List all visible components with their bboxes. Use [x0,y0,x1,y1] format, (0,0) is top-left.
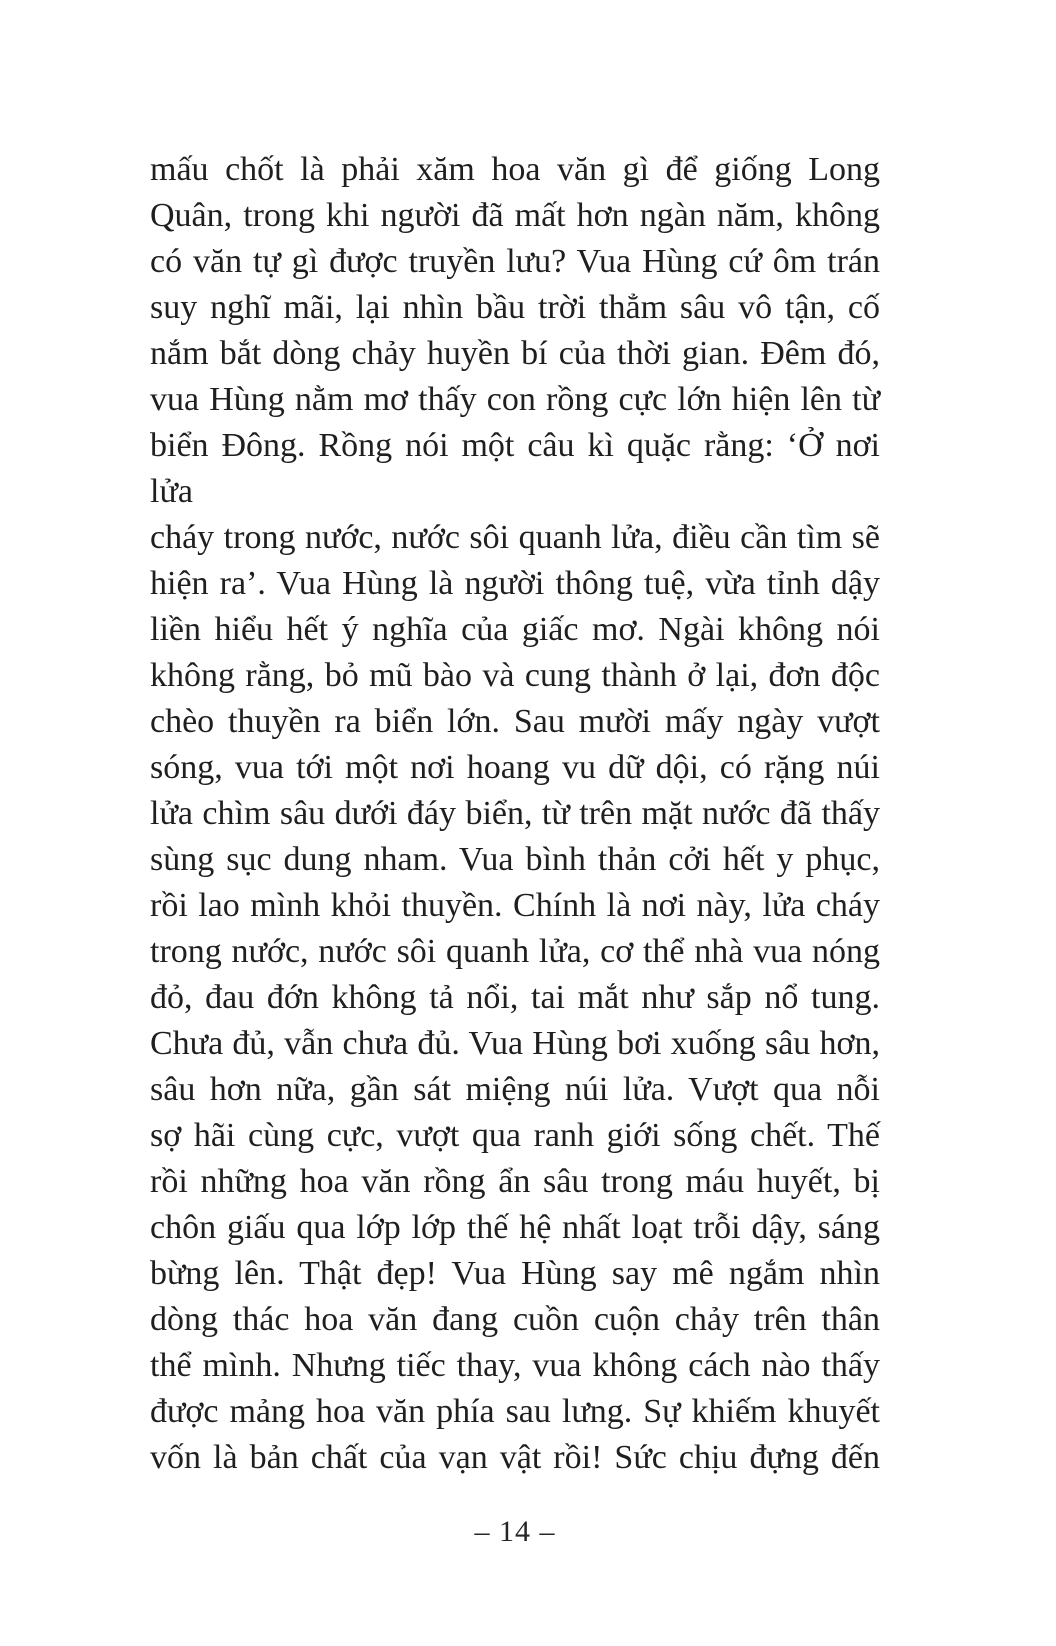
text-line: thể mình. Nhưng tiếc thay, vua không cách nào thấy [150,1347,880,1384]
text-line: cháy trong nước, nước sôi quanh lửa, điều cần tìm sẽ [150,519,880,556]
text-line: lửa chìm sâu dưới đáy biển, từ trên mặt nước đã thấy [150,795,880,832]
text-line: vốn là bản chất của vạn vật rồi! Sức chịu đựng đến [150,1439,880,1476]
text-line: suy nghĩ mãi, lại nhìn bầu trời thẳm sâu vô tận, cố [150,289,880,326]
text-line: có văn tự gì được truyền lưu? Vua Hùng cứ ôm trán [150,243,880,280]
text-line: Quân, trong khi người đã mất hơn ngàn năm, không [150,197,880,234]
text-line: rồi những hoa văn rồng ẩn sâu trong máu huyết, bị [150,1163,880,1200]
text-line: hiện ra’. Vua Hùng là người thông tuệ, vừa tỉnh dậy [150,565,880,602]
text-line: được mảng hoa văn phía sau lưng. Sự khiếm khuyết [150,1393,880,1430]
text-line: rồi lao mình khỏi thuyền. Chính là nơi này, lửa cháy [150,887,880,924]
text-line: sùng sục dung nham. Vua bình thản cởi hết y phục, [150,841,880,878]
page-number: – 14 – [474,1515,556,1548]
text-line: sợ hãi cùng cực, vượt qua ranh giới sống chết. Thế [150,1117,880,1154]
text-line: không rằng, bỏ mũ bào và cung thành ở lại, đơn độc [150,657,880,694]
text-line: bừng lên. Thật đẹp! Vua Hùng say mê ngắm nhìn [150,1255,880,1292]
text-line: trong nước, nước sôi quanh lửa, cơ thể nhà vua nóng [150,933,880,970]
text-line: chèo thuyền ra biển lớn. Sau mười mấy ngày vượt [150,703,880,740]
text-line: dòng thác hoa văn đang cuồn cuộn chảy trên thân [150,1301,880,1338]
text-line: nắm bắt dòng chảy huyền bí của thời gian. Đêm đó, [150,335,880,372]
text-line: mấu chốt là phải xăm hoa văn gì để giống Long [150,151,880,188]
text-line: chôn giấu qua lớp lớp thế hệ nhất loạt trỗi dậy, sáng [150,1209,880,1246]
text-line: vua Hùng nằm mơ thấy con rồng cực lớn hiện lên từ [150,381,880,418]
text-line: đỏ, đau đớn không tả nổi, tai mắt như sắp nổ tung. [150,979,880,1016]
text-line: sóng, vua tới một nơi hoang vu dữ dội, có rặng núi [150,749,880,786]
text-line: biển Đông. Rồng nói một câu kì quặc rằng: ‘Ở nơi lửa [150,427,880,510]
text-line: liền hiểu hết ý nghĩa của giấc mơ. Ngài không nói [150,611,880,648]
text-line: Chưa đủ, vẫn chưa đủ. Vua Hùng bơi xuống sâu hơn, [150,1025,880,1062]
text-line: sâu hơn nữa, gần sát miệng núi lửa. Vượt qua nỗi [150,1071,880,1108]
body-text [150,147,880,1481]
